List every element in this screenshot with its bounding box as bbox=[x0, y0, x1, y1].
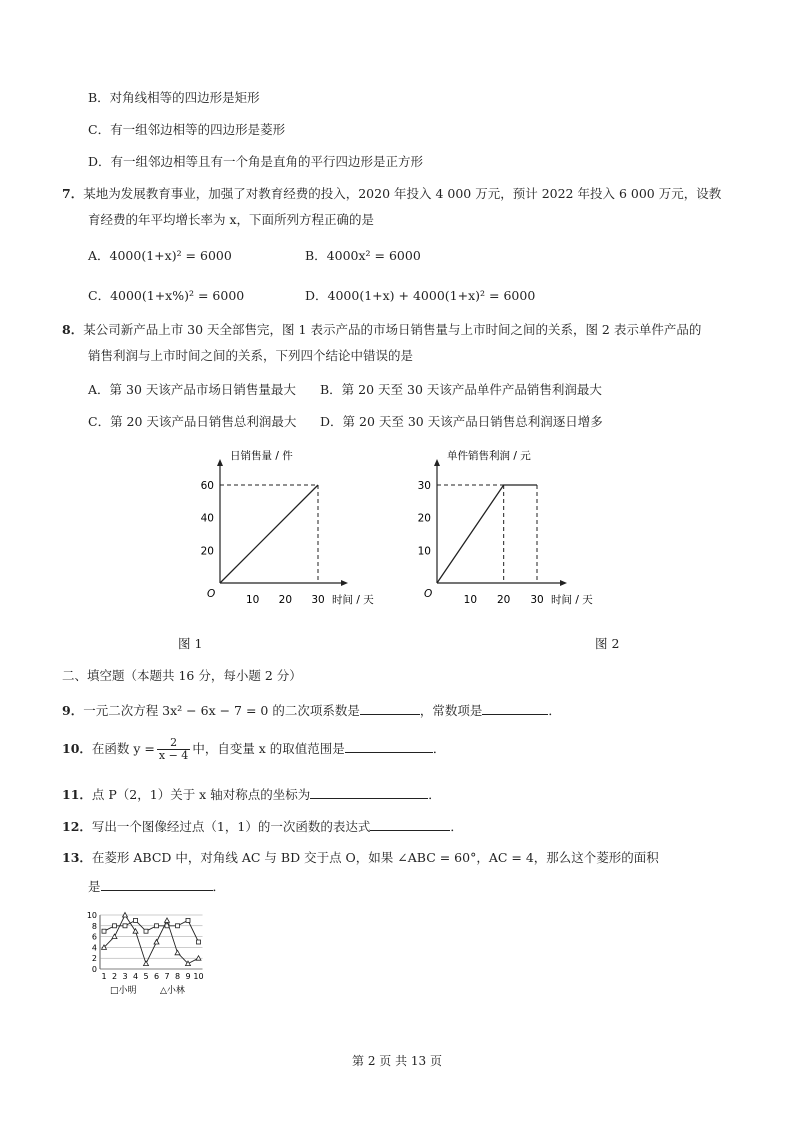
figure-2-caption: 图 2 bbox=[595, 636, 620, 651]
fig1-y-label: 日销售量 / 件 bbox=[230, 450, 293, 462]
q7-number: 7． bbox=[62, 186, 84, 201]
score-line-chart bbox=[86, 906, 246, 1006]
score-chart-point-triangle bbox=[154, 940, 159, 945]
score-chart-point-square bbox=[134, 918, 138, 922]
q13-text-end: ． bbox=[212, 879, 226, 894]
score-chart-series-line-1 bbox=[104, 920, 199, 942]
score-chart-x-tick-label: 7 bbox=[164, 972, 170, 981]
fig1-origin-label: O bbox=[207, 588, 216, 600]
score-chart-x-tick-label: 4 bbox=[132, 972, 139, 981]
fig2-x-label: 时间 / 天 bbox=[551, 594, 593, 606]
q10 bbox=[62, 736, 445, 762]
q7-option-c: C．4000(1+x%)² = 6000 bbox=[88, 288, 245, 303]
fig2-origin-label: O bbox=[424, 588, 433, 600]
score-chart-point-square bbox=[102, 929, 106, 933]
section-2-heading: 二、填空题（本题共 16 分，每小题 2 分） bbox=[62, 668, 302, 683]
figure-2-chart bbox=[405, 450, 615, 630]
fig2-y-label: 单件销售利润 / 元 bbox=[447, 450, 531, 462]
q13-text-b: 是 bbox=[88, 879, 101, 894]
score-chart-point-triangle bbox=[112, 934, 117, 939]
score-chart-point-triangle bbox=[133, 929, 138, 934]
page-footer: 第 2 页 共 13 页 bbox=[352, 1054, 442, 1068]
fig1-x-tick-label: 20 bbox=[278, 594, 293, 606]
score-chart-x-tick-label: 5 bbox=[143, 972, 149, 981]
q6-option-d: D．有一组邻边相等且有一个角是直角的平行四边形是正方形 bbox=[88, 154, 424, 169]
q10-text-end: ． bbox=[432, 741, 446, 756]
score-chart-point-triangle bbox=[165, 918, 170, 923]
q13-text-a: 在菱形 ABCD 中，对角线 AC 与 BD 交于点 O，如果 ∠ABC = 60°，AC = 4，那么这个菱形的面积 bbox=[91, 850, 659, 865]
q8-number: 8． bbox=[62, 322, 84, 337]
q8-stem-line1 bbox=[62, 322, 701, 338]
q7-option-a: A．4000(1+x)² = 6000 bbox=[88, 248, 232, 263]
fig2-y-tick-label: 20 bbox=[417, 512, 431, 525]
score-chart-y-tick-label: 6 bbox=[91, 932, 97, 942]
score-chart-y-tick-label: 2 bbox=[91, 954, 97, 964]
fig1-x-axis-arrow bbox=[341, 580, 348, 586]
score-chart-y-tick-label: 10 bbox=[86, 911, 97, 920]
score-chart-legend-xiaoming: □小明 bbox=[110, 986, 137, 996]
q12-number: 12． bbox=[62, 819, 92, 834]
q9-text-a: 一元二次方程 3x² − 6x − 7 = 0 的二次项系数是 bbox=[83, 703, 360, 718]
q9-text-b: ，常数项是 bbox=[419, 703, 483, 718]
q9-text-end: ． bbox=[548, 703, 561, 718]
q13-line1 bbox=[62, 850, 659, 866]
q7-option-b: B．4000x² = 6000 bbox=[305, 248, 421, 263]
q13-number: 13． bbox=[62, 850, 92, 865]
q9-blank-2[interactable] bbox=[482, 702, 548, 715]
score-chart-x-tick-label: 10 bbox=[193, 972, 204, 981]
fig1-y-axis-arrow bbox=[217, 459, 223, 466]
score-chart-y-tick-label: 8 bbox=[91, 921, 97, 931]
score-chart-y-tick-label: 0 bbox=[91, 965, 97, 974]
q8-option-b: B．第 20 天至 30 天该产品单件产品销售利润最大 bbox=[320, 382, 602, 397]
q8-option-c: C．第 20 天该产品日销售总利润最大 bbox=[88, 414, 297, 429]
score-chart-point-square bbox=[176, 924, 180, 928]
score-chart-x-tick-label: 1 bbox=[101, 972, 107, 981]
q11-blank[interactable] bbox=[310, 786, 428, 799]
q7-stem-text1: 某地为发展教育事业，加强了对教育经费的投入，2020 年投入 4 000 万元，预计 2022 年投入 6 000 万元，设教 bbox=[83, 186, 722, 201]
score-chart-point-square bbox=[186, 918, 190, 922]
q10-fraction-numerator: 2 bbox=[157, 737, 190, 750]
q10-fraction-denominator: x − 4 bbox=[158, 749, 189, 762]
fig2-x-tick-label: 20 bbox=[496, 594, 511, 606]
score-chart-point-square bbox=[197, 940, 201, 944]
score-chart-x-tick-label: 9 bbox=[185, 972, 191, 981]
fig1-y-tick-label: 60 bbox=[200, 480, 214, 492]
figure-1-chart bbox=[185, 450, 385, 630]
q11-number: 11． bbox=[62, 787, 92, 802]
fig2-x-axis-arrow bbox=[560, 580, 567, 586]
score-chart-point-triangle bbox=[144, 961, 149, 966]
q6-option-c: C．有一组邻边相等的四边形是菱形 bbox=[88, 122, 286, 137]
q8-stem-text1: 某公司新产品上市 30 天全部售完，图 1 表示产品的市场日销售量与上市时间之间的关系，图 2 表示单件产品的 bbox=[83, 322, 702, 337]
score-chart-x-tick-label: 3 bbox=[122, 972, 128, 981]
q11 bbox=[62, 786, 441, 803]
q8-option-a: A．第 30 天该产品市场日销售量最大 bbox=[88, 382, 296, 397]
q10-blank[interactable] bbox=[345, 740, 433, 753]
fig2-data-line bbox=[437, 485, 537, 583]
q12-text-end: ． bbox=[450, 819, 463, 834]
q11-text-end: ． bbox=[428, 787, 441, 802]
fig1-x-tick-label: 30 bbox=[311, 594, 325, 606]
fig2-y-axis-arrow bbox=[434, 459, 440, 466]
score-chart-legend-xiaolin: △小林 bbox=[160, 986, 185, 996]
fig1-x-tick-label: 10 bbox=[245, 594, 260, 606]
score-chart-x-tick-label: 8 bbox=[174, 972, 181, 981]
q12 bbox=[62, 818, 463, 835]
q9-number: 9． bbox=[62, 703, 84, 718]
fig1-y-tick-label: 20 bbox=[200, 545, 214, 558]
q9 bbox=[62, 702, 561, 719]
score-chart-point-square bbox=[113, 924, 117, 928]
fig1-data-line bbox=[220, 485, 318, 583]
q10-text-a: 在函数 y = bbox=[91, 741, 155, 756]
q7-stem-line2: 育经费的年平均增长率为 x，下面所列方程正确的是 bbox=[88, 212, 375, 227]
q7-stem-line1 bbox=[62, 186, 721, 202]
fig1-x-label: 时间 / 天 bbox=[332, 594, 374, 606]
fig2-x-tick-label: 10 bbox=[463, 594, 478, 606]
score-chart-point-triangle bbox=[175, 950, 180, 955]
q12-text-a: 写出一个图像经过点（1，1）的一次函数的表达式 bbox=[91, 819, 371, 834]
score-chart-point-square bbox=[123, 924, 127, 928]
score-chart-x-tick-label: 6 bbox=[153, 972, 160, 981]
q13-line2 bbox=[88, 878, 225, 895]
q6-option-b: B．对角线相等的四边形是矩形 bbox=[88, 90, 260, 105]
q8-stem-line2: 销售利润与上市时间之间的关系，下列四个结论中错误的是 bbox=[88, 348, 414, 363]
fig2-y-tick-label: 10 bbox=[417, 545, 431, 558]
q7-option-d: D．4000(1+x) + 4000(1+x)² = 6000 bbox=[305, 288, 536, 303]
q8-option-d: D．第 20 天至 30 天该产品日销售总利润逐日增多 bbox=[320, 414, 603, 429]
q10-fraction bbox=[157, 737, 190, 762]
fig2-y-tick-label: 30 bbox=[417, 480, 431, 492]
q11-text-a: 点 P（2，1）关于 x 轴对称点的坐标为 bbox=[91, 787, 311, 802]
score-chart-point-square bbox=[144, 929, 148, 933]
q9-blank-1[interactable] bbox=[360, 702, 420, 715]
q13-blank[interactable] bbox=[101, 878, 213, 891]
score-chart-point-square bbox=[155, 924, 159, 928]
fig2-x-tick-label: 30 bbox=[530, 594, 544, 606]
q12-blank[interactable] bbox=[370, 818, 450, 831]
figure-1-caption: 图 1 bbox=[178, 636, 203, 651]
score-chart-y-tick-label: 4 bbox=[91, 943, 97, 953]
score-chart-x-tick-label: 2 bbox=[111, 972, 118, 981]
fig1-y-tick-label: 40 bbox=[200, 512, 214, 525]
q10-number: 10． bbox=[62, 741, 92, 756]
q10-text-b: 中，自变量 x 的取值范围是 bbox=[192, 741, 345, 756]
